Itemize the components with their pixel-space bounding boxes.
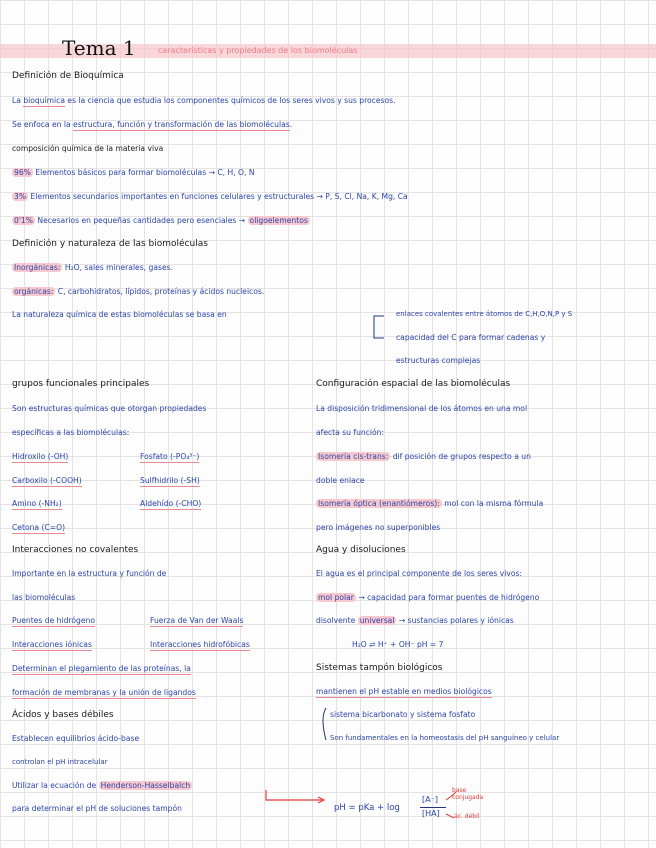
text: mol con la misma fórmula xyxy=(444,499,544,508)
interacciones-heading: Interacciones no covalentes xyxy=(12,545,139,555)
grupos-desc-1: Son estructuras químicas que otorgan propiedades xyxy=(12,404,207,413)
composicion-heading: composición química de la materia viva xyxy=(12,144,164,153)
formula-numerator: [A⁻] xyxy=(422,795,438,804)
text: Hidroxilo (-OH) xyxy=(12,452,69,461)
text: mantienen el pH estable en medios biológicos xyxy=(316,687,492,696)
oligoelementos-term: oligoelementos xyxy=(249,216,308,225)
text: Elementos básicos para formar biomoléculas → C, H, O, N xyxy=(35,168,255,177)
text: H₂O, sales minerales, gases. xyxy=(64,263,173,272)
text: La xyxy=(12,96,21,105)
text: Fuerza de Van der Waals xyxy=(150,616,244,625)
text: Amino (-NH₂) xyxy=(12,499,62,508)
grupos-heading: grupos funcionales principales xyxy=(12,379,150,389)
configuracion-line-1: La disposición tridimensional de los átomos en una mol xyxy=(316,404,528,413)
definicion-heading: Definición de Bioquímica xyxy=(12,71,124,81)
agua-heading: Agua y disoluciones xyxy=(316,545,406,555)
text: Determinan el plegamiento de las proteínas, la xyxy=(12,664,191,673)
acidos-line-2: controlan el pH intracelular xyxy=(12,758,108,766)
text: Carboxilo (-COOH) xyxy=(12,476,82,485)
text: Elementos secundarios importantes en funciones celulares y estructurales → P, S, Cl, Na, K, Mg, Ca xyxy=(30,192,408,201)
agua-line-1: El agua es el principal componente de los seres vivos: xyxy=(316,569,523,578)
curly-brace xyxy=(323,708,326,740)
text: Puentes de hidrógeno xyxy=(12,616,95,625)
optica-line-2: pero imágenes no superponibles xyxy=(316,523,441,532)
pct-badge: 96% xyxy=(14,168,31,177)
bracket-item-1: enlaces covalentes entre átomos de C,H,O,N,P y S xyxy=(396,310,573,318)
text: . xyxy=(289,120,293,129)
pct-badge: 3% xyxy=(14,192,27,201)
mol-polar-label: mol polar xyxy=(318,593,354,602)
red-arrow-denominator xyxy=(446,814,454,818)
text: Utilizar la ecuación de xyxy=(12,781,97,790)
naturaleza-base: La naturaleza química de estas biomoléculas se basa en xyxy=(12,310,227,319)
cis-trans-line-2: doble enlace xyxy=(316,476,365,485)
red-arrow-numerator xyxy=(446,792,456,800)
text: Se enfoca en la xyxy=(12,120,71,129)
grupos-desc-2: específicas a las biomoléculas: xyxy=(12,428,130,437)
acidos-heading: Ácidos y bases débiles xyxy=(12,710,114,720)
naturaleza-heading: Definición y naturaleza de las biomoléculas xyxy=(12,239,208,249)
text: → sustancias polares y iónicas xyxy=(398,616,514,625)
configuracion-heading: Configuración espacial de las biomoléculas xyxy=(316,379,511,389)
text: Sulfhidrilo (-SH) xyxy=(140,476,200,485)
configuracion-line-2: afecta su función: xyxy=(316,428,385,437)
bracket-item-2: capacidad del C para formar cadenas y xyxy=(396,333,546,342)
note-base-conjugada: base conjugada xyxy=(452,787,484,801)
formula-denominator: [HA] xyxy=(422,809,440,818)
inorganicas-label: Inorgánicas: xyxy=(14,263,61,272)
text: Cetona (C=O) xyxy=(12,523,66,532)
text: dif posición de grupos respecto a un xyxy=(392,452,531,461)
pct-badge: 0'1% xyxy=(14,216,33,225)
agua-equation: H₂O ⇌ H⁺ + OH⁻ pH = 7 xyxy=(352,640,444,649)
text: Interacciones hidrofóbicas xyxy=(150,640,250,649)
text: → capacidad para formar puentes de hidrógeno xyxy=(358,593,540,602)
interacciones-desc-2: las biomoléculas xyxy=(12,593,76,602)
bracket-item-3: estructuras complejas xyxy=(396,356,481,365)
text: Necesarios en pequeñas cantidades pero esenciales → xyxy=(37,216,246,225)
acidos-line-1: Establecen equilibrios ácido-base xyxy=(12,734,140,743)
enfoque-term: estructura, función y transformación de las biomoléculas xyxy=(73,120,290,129)
bracket-shape xyxy=(374,316,384,338)
text: Fosfato (-PO₄³⁻) xyxy=(140,452,200,461)
text: disolvente xyxy=(316,616,356,625)
organicas-label: orgánicas: xyxy=(14,287,54,296)
text: es la ciencia que estudia los componentes químicos de los seres vivos y sus procesos. xyxy=(67,96,396,105)
cis-trans-label: Isomería cis-trans: xyxy=(318,452,389,461)
tampon-line-2: sistema bicarbonato y sistema fosfato xyxy=(330,710,476,719)
henderson-term: Henderson-Hasselbalch xyxy=(100,781,191,790)
tampon-line-3: Son fundamentales en la homeostasis del pH sanguíneo y celular xyxy=(330,734,560,742)
henderson-formula: pH = pKa + log xyxy=(334,803,400,813)
note-acido-debil: ác. débil xyxy=(454,813,480,820)
page-subtitle: características y propiedades de los biomoléculas xyxy=(158,46,358,55)
text: Interacciones iónicas xyxy=(12,640,92,649)
text: Aldehído (-CHO) xyxy=(140,499,202,508)
acidos-line-4: para determinar el pH de soluciones tampón xyxy=(12,804,182,813)
page-title: Tema 1 xyxy=(62,36,136,60)
interacciones-desc-1: Importante en la estructura y función de xyxy=(12,569,167,578)
text: C, carbohidratos, lípidos, proteínas y ácidos nucleicos. xyxy=(57,287,265,296)
optica-label: Isomería óptica (enantiómeros): xyxy=(318,499,440,508)
arrow-to-formula xyxy=(266,790,322,800)
bioquimica-term: bioquímica xyxy=(23,96,65,105)
universal-term: universal xyxy=(359,616,395,625)
text: formación de membranas y la unión de ligandos xyxy=(12,688,196,697)
tampon-heading: Sistemas tampón biológicos xyxy=(316,663,443,673)
